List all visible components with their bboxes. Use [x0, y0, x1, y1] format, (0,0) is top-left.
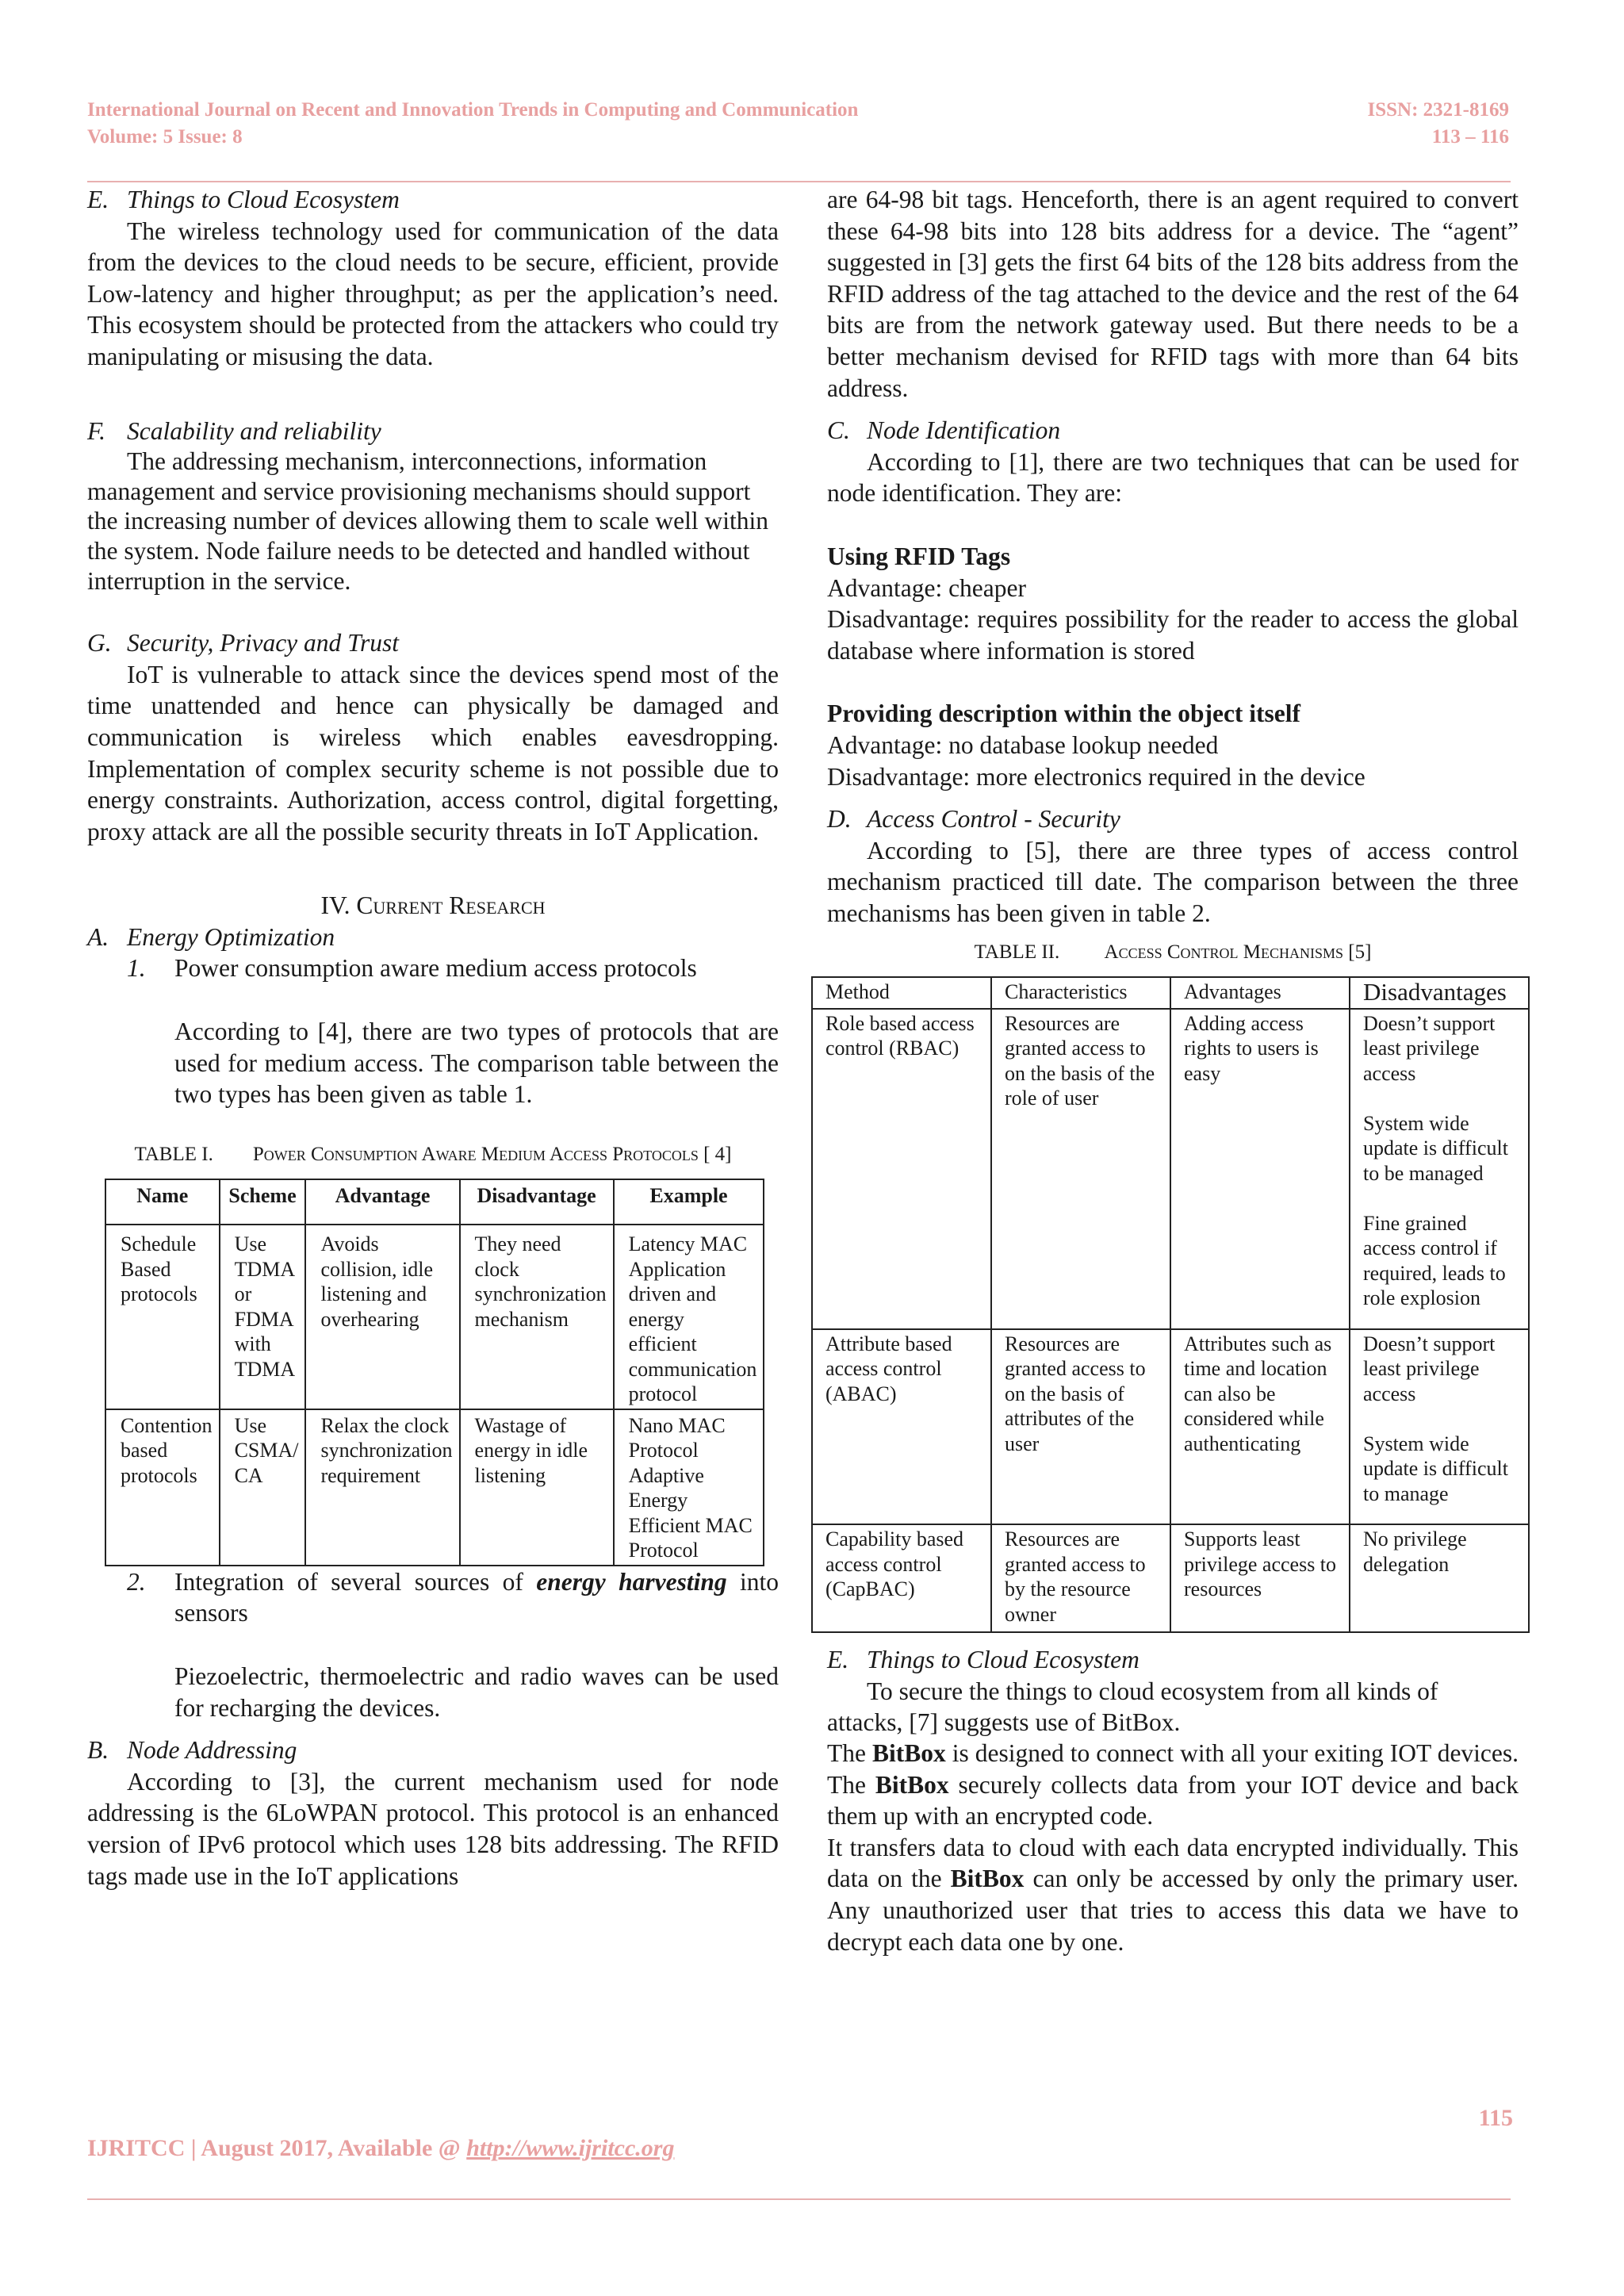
- rfid-heading: Using RFID Tags: [827, 542, 1011, 570]
- table-cell: They need clock synchronization mechanism: [460, 1225, 614, 1409]
- table-header: Advantages: [1170, 977, 1350, 1009]
- section-heading-g: G. Security, Privacy and Trust: [87, 629, 399, 657]
- section-heading-e: E. Things to Cloud Ecosystem: [87, 186, 400, 213]
- running-header-right: [1368, 97, 1510, 151]
- numbered-item-1: 1. Power consumption aware medium access protocols: [127, 954, 697, 983]
- rfid-advantage: Advantage: cheaper: [827, 573, 1026, 602]
- table-header: Example: [614, 1179, 764, 1225]
- section-heading-d: D. Access Control - Security: [827, 805, 1120, 834]
- description-heading: Providing description within the object itself: [827, 700, 1301, 728]
- header-rule: [87, 181, 1511, 182]
- table-cell: Use CSMA/ CA: [220, 1409, 306, 1566]
- table-row: [105, 1225, 764, 1409]
- volume-issue: Volume: 5 Issue: 8: [87, 126, 243, 148]
- journal-name: International Journal on Recent and Innovation Trends in Computing and Communication: [87, 99, 859, 121]
- section-f-paragraph: The addressing mechanism, interconnections, information management and service provisioning mechanisms should support the increasing number of devices allowing them to scale well within the system. Node failure needs to be detected and handled without interruption in the service.: [87, 447, 769, 595]
- item-1-paragraph: According to [4], there are two types of protocols that are used for medium access. The comparison table between the two types has been given as table 1.: [174, 1018, 779, 1109]
- table-row: [812, 1329, 1529, 1525]
- section-d-paragraph: According to [5], there are three types of access control mechanism practiced till date. The comparison between the three mechanisms has been given in table 2.: [827, 836, 1519, 927]
- table-header: Characteristics: [991, 977, 1170, 1009]
- table-cell: Attribute based access control (ABAC): [812, 1329, 991, 1525]
- table-header: Disadvantages: [1350, 977, 1529, 1009]
- table-header: Disadvantage: [460, 1179, 614, 1225]
- bitbox-paragraph-2: It transfers data to cloud with each data encrypted individually. This data on the BitBox can only be accessed by only the primary user. Any unauthorized user that tries to access this data we have to decrypt each data one by one.: [827, 1833, 1519, 1956]
- table-cell: Attributes such as time and location can also be considered while authenticating: [1170, 1329, 1350, 1525]
- numbered-item-2: 2. Integration of several sources of energy harvesting into sensors: [127, 1567, 779, 1627]
- section-e-paragraph: The wireless technology used for communication of the data from the devices to the cloud needs to be secure, efficient, provide Low-latency and higher throughput; as per the application’s need. This ecosystem should be protected from the attackers who could try manipulating or misusing the data.: [87, 217, 779, 370]
- footer-rule: [87, 2198, 1511, 2200]
- footer-text: IJRITCC | August 2017, Available @: [87, 2135, 461, 2161]
- page-range: 113 – 116: [1431, 126, 1509, 148]
- table-cell: Resources are granted access to by the resource owner: [991, 1524, 1170, 1632]
- section-c-paragraph: According to [1], there are two techniques that can be used for node identification. They are:: [827, 447, 1519, 508]
- table-1-caption: TABLE I. Power Consumption Aware Medium Access Protocols [ 4]: [134, 1143, 732, 1165]
- table-cell: Supports least privilege access to resources: [1170, 1524, 1350, 1632]
- table-cell: No privilege delegation: [1350, 1524, 1529, 1632]
- right-column: [827, 184, 1519, 1957]
- table-header: Name: [105, 1179, 220, 1225]
- table-cell: Resources are granted access to on the basis of the role of user: [991, 1009, 1170, 1329]
- table-header: Scheme: [220, 1179, 306, 1225]
- item-2-paragraph: Piezoelectric, thermoelectric and radio waves can be used for recharging the devices.: [174, 1662, 779, 1722]
- table-cell: Resources are granted access to on the basis of attributes of the user: [991, 1329, 1170, 1525]
- table-1: [105, 1179, 764, 1566]
- table-2-caption: TABLE II. Access Control Mechanisms [5]: [974, 941, 1372, 964]
- section-g-paragraph: IoT is vulnerable to attack since the devices spend most of the time unattended and hence can physically be damaged and communication is wireless which enables eavesdropping. Implementation of complex security scheme is not possible due to energy constraints. Authorization, access control, digital forgetting, proxy attack are all the possible security threats in IoT Application.: [87, 660, 779, 845]
- table-cell: Adding access rights to users is easy: [1170, 1009, 1350, 1329]
- table-cell: Schedule Based protocols: [105, 1225, 220, 1409]
- table-cell: Doesn’t support least privilege access System wide update is difficult to be managed Fine grained access control if required, leads to role explosion: [1350, 1009, 1529, 1329]
- footer: [87, 2135, 674, 2162]
- section-heading-a: A. Energy Optimization: [87, 922, 335, 951]
- table-cell: Wastage of energy in idle listening: [460, 1409, 614, 1566]
- bitbox-paragraph-1: The BitBox is designed to connect with all your exiting IOT devices. The BitBox securely collects data from your IOT device and back them up with an encrypted code.: [827, 1739, 1519, 1830]
- section-heading-b: B. Node Addressing: [87, 1736, 297, 1765]
- table-2: [811, 976, 1530, 1633]
- table-cell: Contention based protocols: [105, 1409, 220, 1566]
- section-b-paragraph: According to [3], the current mechanism used for node addressing is the 6LoWPAN protocol. This protocol is an enhanced version of IPv6 protocol which uses 128 bits addressing. The RFID tags made use in the IoT applications: [87, 1767, 779, 1890]
- issn: ISSN: 2321-8169: [1367, 99, 1509, 121]
- running-header: [87, 97, 858, 151]
- section-iv-heading: IV. Current Research: [320, 891, 546, 920]
- section-heading-f: F. Scalability and reliability: [87, 416, 381, 445]
- rfid-disadvantage: Disadvantage: requires possibility for the reader to access the global database where information is stored: [827, 605, 1519, 665]
- table-cell: Capability based access control (CapBAC): [812, 1524, 991, 1632]
- journal-link[interactable]: http://www.ijritcc.org: [466, 2135, 675, 2161]
- table-cell: Relax the clock synchronization requirement: [305, 1409, 459, 1566]
- table-cell: Latency MAC Application driven and energy efficient communication protocol: [614, 1225, 764, 1409]
- table-row: [812, 1009, 1529, 1329]
- table-cell: Role based access control (RBAC): [812, 1009, 991, 1329]
- continued-paragraph: are 64-98 bit tags. Henceforth, there is an agent required to convert these 64-98 bits into 128 bits address for a device. The “agent” suggested in [3] gets the first 64 bits of the 128 bits address from the RFID address of the tag attached to the device and the rest of the 64 bits are from the network gateway used. But there needs to be a better mechanism devised for RFID tags with more than 64 bits address.: [827, 186, 1519, 402]
- table-header: Advantage: [305, 1179, 459, 1225]
- section-heading-e2: E. Things to Cloud Ecosystem: [827, 1646, 1139, 1674]
- table-header: Method: [812, 977, 991, 1009]
- section-heading-c: C. Node Identification: [827, 416, 1061, 445]
- table-row: [105, 1409, 764, 1566]
- left-column: [87, 184, 779, 1892]
- table-cell: Doesn’t support least privilege access System wide update is difficult to manage: [1350, 1329, 1529, 1525]
- table-cell: Use TDMA or FDMA with TDMA: [220, 1225, 306, 1409]
- section-e2-paragraph: To secure the things to cloud ecosystem from all kinds of attacks, [7] suggests use of BitBox.: [827, 1677, 1438, 1737]
- description-advantage: Advantage: no database lookup needed: [827, 730, 1219, 759]
- table-cell: Avoids collision, idle listening and overhearing: [305, 1225, 459, 1409]
- page-number: 115: [1478, 2105, 1513, 2131]
- table-row: [812, 1524, 1529, 1632]
- description-disadvantage: Disadvantage: more electronics required in the device: [827, 762, 1365, 791]
- table-cell: Nano MAC Protocol Adaptive Energy Efficient MAC Protocol: [614, 1409, 764, 1566]
